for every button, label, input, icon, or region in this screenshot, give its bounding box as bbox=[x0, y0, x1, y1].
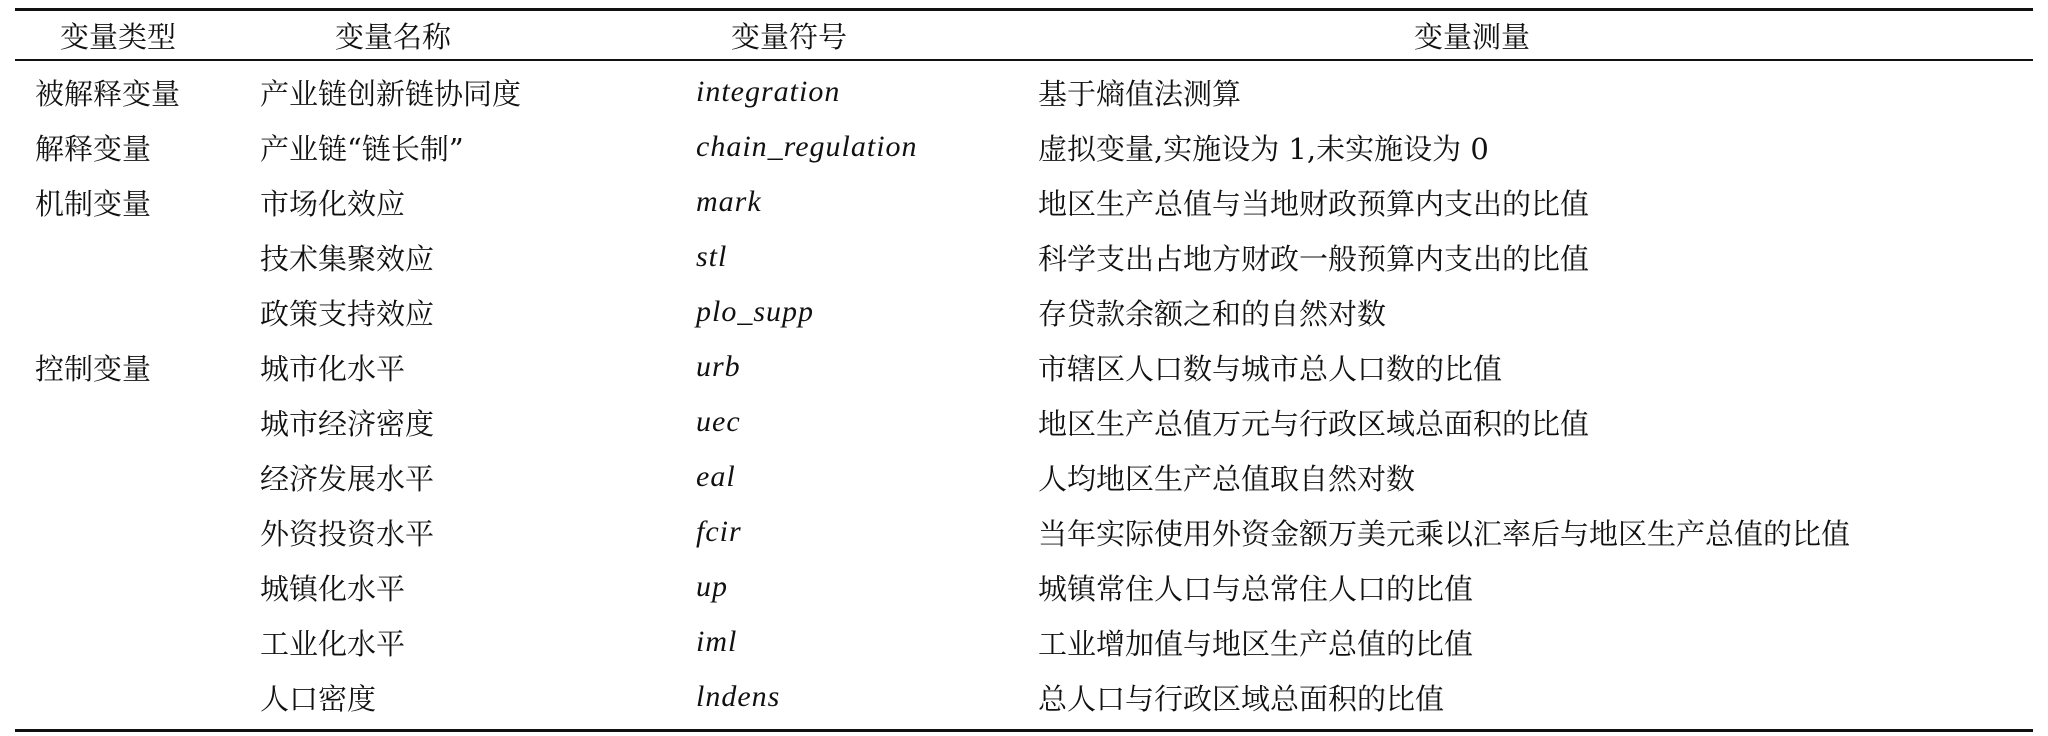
cell-name: 技术集聚效应 bbox=[260, 241, 435, 276]
cell-name: 城镇化水平 bbox=[260, 571, 406, 606]
cell-measure: 基于熵值法测算 bbox=[1038, 76, 1242, 111]
cell-name: 产业链“链长制” bbox=[260, 131, 464, 166]
table-header bbox=[15, 11, 2033, 59]
table-row bbox=[15, 340, 2033, 395]
bottom-rule bbox=[15, 729, 2033, 732]
cell-measure: 工业增加值与地区生产总值的比值 bbox=[1038, 626, 1474, 661]
cell-measure: 人均地区生产总值取自然对数 bbox=[1038, 461, 1416, 496]
cell-symbol: lndens bbox=[696, 680, 781, 713]
cell-measure: 总人口与行政区域总面积的比值 bbox=[1038, 681, 1445, 716]
cell-measure: 存贷款余额之和的自然对数 bbox=[1038, 296, 1387, 331]
cell-measure: 市辖区人口数与城市总人口数的比值 bbox=[1038, 351, 1503, 386]
cell-symbol: chain_regulation bbox=[696, 130, 918, 163]
table-row bbox=[15, 65, 2033, 120]
cell-name: 经济发展水平 bbox=[260, 461, 435, 496]
table-row bbox=[15, 230, 2033, 285]
cell-measure: 地区生产总值与当地财政预算内支出的比值 bbox=[1038, 186, 1590, 221]
table-row bbox=[15, 560, 2033, 615]
table-row bbox=[15, 615, 2033, 670]
table-row bbox=[15, 395, 2033, 450]
cell-symbol: stl bbox=[696, 240, 728, 273]
cell-name: 外资投资水平 bbox=[260, 516, 435, 551]
cell-type: 解释变量 bbox=[35, 131, 152, 166]
table-row bbox=[15, 505, 2033, 560]
table-body bbox=[15, 61, 2033, 729]
cell-measure: 当年实际使用外资金额万美元乘以汇率后与地区生产总值的比值 bbox=[1038, 516, 1851, 551]
cell-name: 市场化效应 bbox=[260, 186, 406, 221]
cell-name: 人口密度 bbox=[260, 681, 377, 716]
cell-name: 工业化水平 bbox=[260, 626, 406, 661]
cell-name: 城市经济密度 bbox=[260, 406, 435, 441]
cell-name: 政策支持效应 bbox=[260, 296, 435, 331]
cell-symbol: uec bbox=[696, 405, 741, 438]
header-measure: 变量测量 bbox=[1413, 19, 1530, 54]
cell-symbol: urb bbox=[696, 350, 741, 383]
table-row bbox=[15, 450, 2033, 505]
cell-measure: 地区生产总值万元与行政区域总面积的比值 bbox=[1038, 406, 1590, 441]
cell-symbol: iml bbox=[696, 625, 738, 658]
cell-symbol: eal bbox=[696, 460, 736, 493]
cell-measure: 虚拟变量,实施设为 1,未实施设为 0 bbox=[1038, 131, 1489, 166]
cell-name: 产业链创新链协同度 bbox=[260, 76, 522, 111]
cell-type: 被解释变量 bbox=[35, 76, 181, 111]
table-row bbox=[15, 285, 2033, 340]
cell-symbol: up bbox=[696, 570, 728, 603]
cell-type: 机制变量 bbox=[35, 186, 152, 221]
header-type: 变量类型 bbox=[60, 19, 177, 54]
table-row bbox=[15, 670, 2033, 725]
cell-symbol: plo_supp bbox=[696, 295, 815, 328]
cell-measure: 科学支出占地方财政一般预算内支出的比值 bbox=[1038, 241, 1590, 276]
table-row bbox=[15, 175, 2033, 230]
header-name: 变量名称 bbox=[335, 19, 452, 54]
cell-symbol: integration bbox=[696, 75, 841, 108]
cell-symbol: fcir bbox=[696, 515, 742, 548]
cell-symbol: mark bbox=[696, 185, 762, 218]
table-row bbox=[15, 120, 2033, 175]
cell-measure: 城镇常住人口与总常住人口的比值 bbox=[1038, 571, 1474, 606]
cell-name: 城市化水平 bbox=[260, 351, 406, 386]
variable-table bbox=[15, 8, 2033, 732]
header-symbol: 变量符号 bbox=[731, 19, 848, 54]
cell-type: 控制变量 bbox=[35, 351, 152, 386]
